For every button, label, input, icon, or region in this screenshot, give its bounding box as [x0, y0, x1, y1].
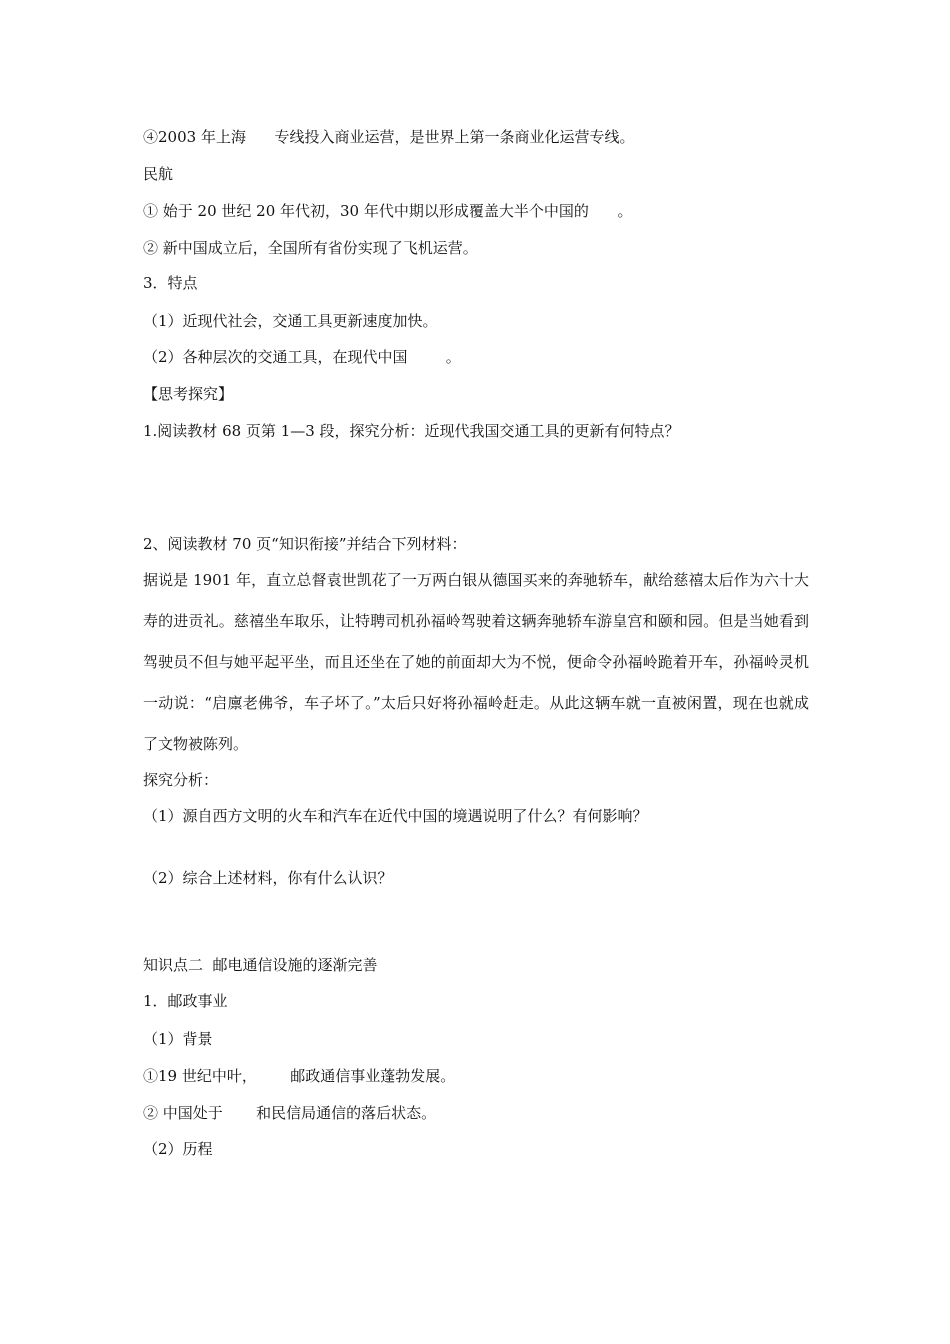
question-2: 2、阅读教材 70 页“知识衔接”并结合下列材料：: [143, 535, 467, 553]
feature-2: （2）各种层次的交通工具，在现代中国 。: [143, 348, 461, 366]
explore-analysis-label: 探究分析：: [143, 771, 219, 789]
background-point-1: ①19 世纪中叶， 邮政通信事业蓬勃发展。: [143, 1067, 456, 1085]
aviation-point-2: ② 新中国成立后，全国所有省份实现了飞机运营。: [143, 239, 478, 257]
feature-1: （1）近现代社会，交通工具更新速度加快。: [143, 312, 438, 330]
background-heading: （1）背景: [143, 1030, 213, 1048]
aviation-point-1: ① 始于 20 世纪 20 年代初，30 年代中期以形成覆盖大半个中国的 。: [143, 202, 633, 220]
question-1: 1.阅读教材 68 页第 1—3 段，探究分析：近现代我国交通工具的更新有何特点？: [143, 422, 680, 440]
analysis-question-2: （2）综合上述材料，你有什么认识？: [143, 869, 393, 887]
maglev-line: ④2003 年上海 专线投入商业运营，是世界上第一条商业化运营专线。: [143, 128, 635, 146]
process-heading: （2）历程: [143, 1140, 213, 1158]
background-point-2: ② 中国处于 和民信局通信的落后状态。: [143, 1104, 437, 1122]
material-paragraph: 据说是 1901 年，直立总督袁世凯花了一万两白银从德国买来的奔驰轿车，献给慈禧太后作为六十大寿的进贡礼。慈禧坐车取乐，让特聘司机孙福岭驾驶着这辆奔驰轿车游皇宫和颐和园。但是当她看到驾驶员不但与她平起平坐，而且还坐在了她的前面却大为不悦，便命令孙福岭跪着开车，孙福岭灵机一动说：“启廪老佛爷，车子坏了。”太后只好将孙福岭赶走。从此这辆车就一直被闲置，现在也就成了文物被陈列。: [143, 571, 809, 753]
think-explore-heading: 【思考探究】: [143, 385, 234, 403]
postal-heading: 1．邮政事业: [143, 992, 228, 1010]
analysis-question-1: （1）源自西方文明的火车和汽车在近代中国的境遇说明了什么？有何影响？: [143, 807, 648, 825]
knowledge-point-2-heading: 知识点二 邮电通信设施的逐渐完善: [143, 956, 378, 974]
features-heading: 3．特点: [143, 274, 198, 292]
civil-aviation-heading: 民航: [143, 165, 174, 183]
